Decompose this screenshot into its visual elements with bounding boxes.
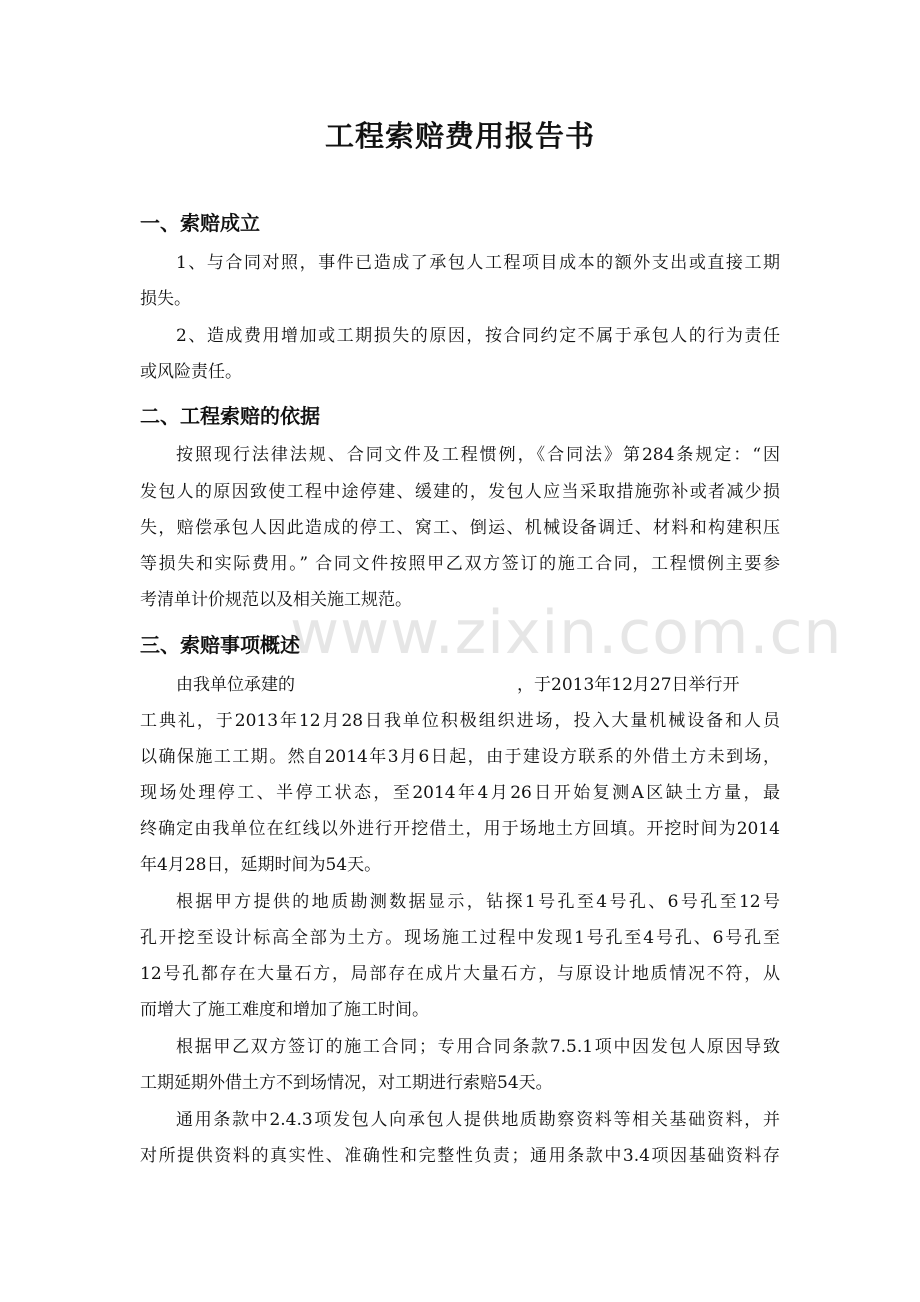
section-heading: 二、工程索赔的依据 xyxy=(140,404,320,428)
paragraph-line: 根据甲乙双方签订的施工合同；专用合同条款7.5.1项中因发包人原因导致 xyxy=(176,1037,780,1057)
paragraph-line: 发包人的原因致使工程中途停建、缓建的，发包人应当采取措施弥补或者减少损 xyxy=(140,482,780,502)
paragraph-line: 工典礼，于2013年12月28日我单位积极组织进场，投入大量机械设备和人员 xyxy=(140,711,780,731)
paragraph-line: 或风险责任。 xyxy=(140,362,242,382)
paragraph-line: 12号孔都存在大量石方，局部存在成片大量石方，与原设计地质情况不符，从 xyxy=(140,964,780,984)
paragraph-line: 年4月28日，延期时间为54天。 xyxy=(140,855,382,875)
paragraph-line: 1、与合同对照，事件已造成了承包人工程项目成本的额外支出或直接工期 xyxy=(176,253,780,273)
paragraph-line: 现场处理停工、半停工状态，至2014年4月26日开始复测A区缺土方量，最 xyxy=(140,783,780,803)
paragraph-line: 2、造成费用增加或工期损失的原因，按合同约定不属于承包人的行为责任 xyxy=(176,326,780,346)
paragraph-line: 按照现行法律法规、合同文件及工程惯例，《合同法》第284条规定：“因 xyxy=(176,445,780,465)
section-heading: 一、索赔成立 xyxy=(140,211,260,235)
paragraph-line: 工期延期外借土方不到场情况，对工期进行索赔54天。 xyxy=(140,1073,553,1093)
paragraph-line: 根据甲方提供的地质勘测数据显示，钻探1号孔至4号孔、6号孔至12号 xyxy=(176,892,780,912)
paragraph-line: 损失。 xyxy=(140,289,191,309)
paragraph-line: 等损失和实际费用。” 合同文件按照甲乙双方签订的施工合同，工程惯例主要参 xyxy=(140,554,780,574)
paragraph-line: 考清单计价规范以及相关施工规范。 xyxy=(140,590,412,610)
paragraph-line: 失，赔偿承包人因此造成的停工、窝工、倒运、机械设备调迁、材料和构建积压 xyxy=(140,518,780,538)
paragraph-line: 以确保施工工期。然自2014年3月6日起，由于建设方联系的外借土方未到场， xyxy=(140,747,780,767)
paragraph-fragment: ，于2013年12月27日举行开 xyxy=(517,675,740,695)
watermark: www.zixin.com.cn xyxy=(290,598,843,668)
paragraph-line: 通用条款中2.4.3项发包人向承包人提供地质勘察资料等相关基础资料，并 xyxy=(176,1110,780,1130)
section-heading: 三、索赔事项概述 xyxy=(140,633,300,657)
paragraph-line xyxy=(176,670,780,700)
paragraph-line: 而增大了施工难度和增加了施工时间。 xyxy=(140,1000,429,1020)
paragraph-line: 对所提供资料的真实性、准确性和完整性负责；通用条款中3.4项因基础资料存 xyxy=(140,1146,780,1166)
paragraph-line: 孔开挖至设计标高全部为土方。现场施工过程中发现1号孔至4号孔、6号孔至 xyxy=(140,928,780,948)
document-title: 工程索赔费用报告书 xyxy=(324,119,595,153)
paragraph-fragment: 由我单位承建的 xyxy=(176,675,295,695)
paragraph-line: 终确定由我单位在红线以外进行开挖借土，用于场地土方回填。开挖时间为2014 xyxy=(140,819,780,839)
